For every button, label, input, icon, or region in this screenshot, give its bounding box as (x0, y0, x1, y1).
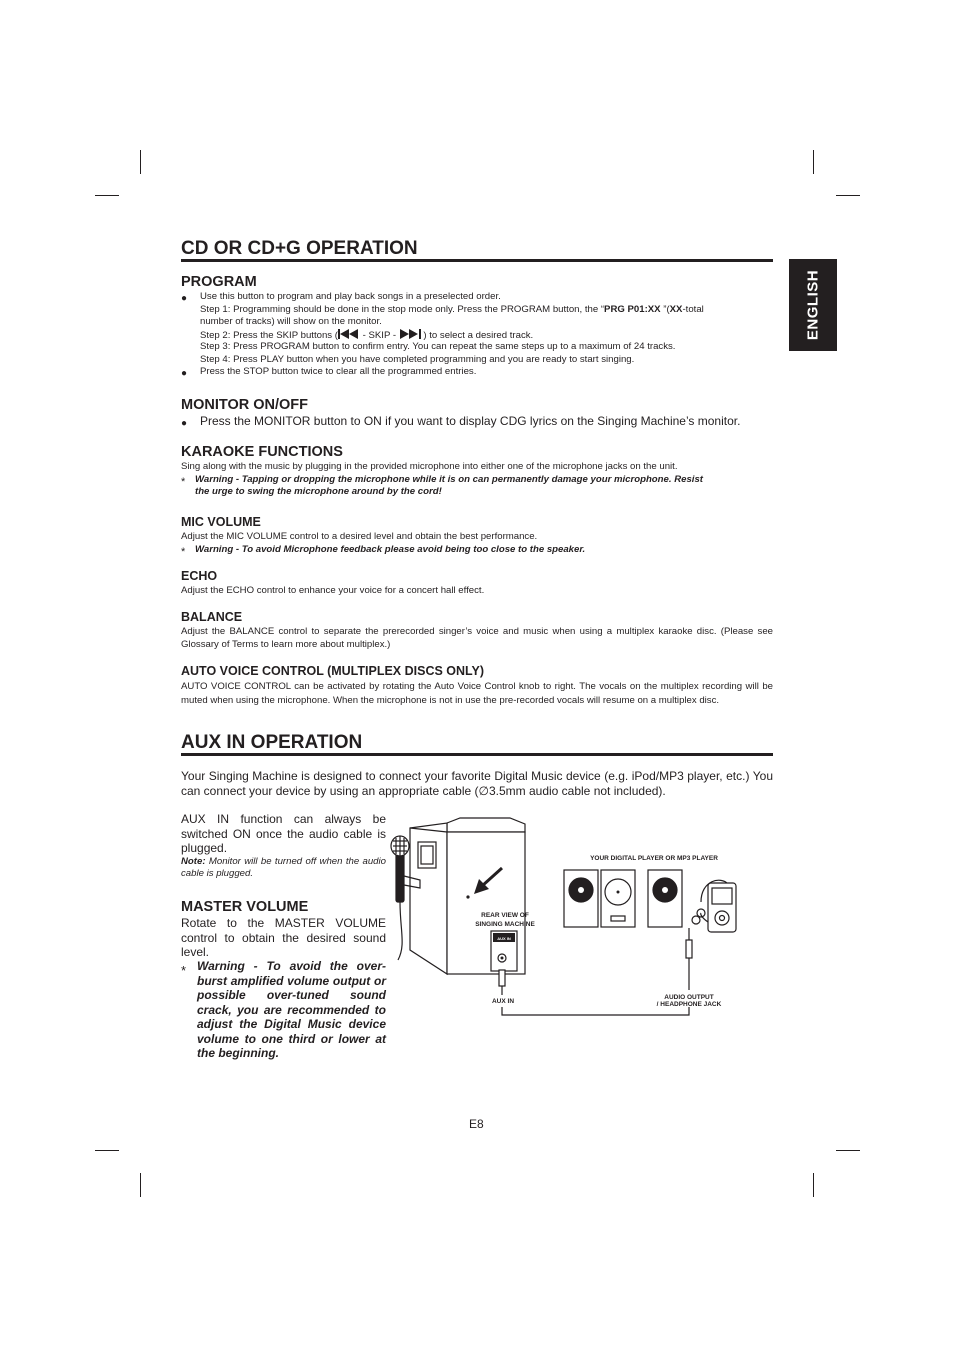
note-text: Monitor will be turned off when the audio cable is plugged. (181, 856, 386, 879)
avc-text: AUTO VOICE CONTROL can be activated by rotating the Auto Voice Control knob to right. The vocals on the multiplex recording will be muted when using the microphone. When the microphone is not in use the pre-recorded vocals will resume on a multiplex disc. (181, 681, 773, 706)
step1-text-c: -total (682, 304, 704, 315)
program-bullet-2: Press the STOP button twice to clear all the programmed entries. (200, 366, 477, 377)
language-tab (789, 259, 837, 351)
crop-mark (836, 195, 860, 196)
aux-note (181, 856, 386, 880)
karaoke-text: Sing along with the music by plugging in the provided microphone into either one of the microphone jacks on the unit. (181, 461, 678, 472)
step1-code: PRG P01:XX (604, 304, 661, 315)
mic-volume-warning: Warning - To avoid Microphone feedback please avoid being too close to the speaker. (195, 544, 586, 555)
headphone-plug (686, 940, 692, 958)
karaoke-heading: KARAOKE FUNCTIONS (181, 444, 343, 460)
step1-xx: XX (669, 304, 683, 315)
program-step-3: Step 3: Press PROGRAM button to confirm entry. You can repeat the same steps up to a maximum of 24 tracks. (200, 341, 676, 352)
mic-volume-text: Adjust the MIC VOLUME control to a desired level and obtain the best performance. (181, 531, 538, 542)
skip-forward-icon (399, 329, 421, 339)
monitor-text: Press the MONITOR button to ON if you want to display CDG lyrics on the Singing Machine’s monitor. (200, 414, 741, 428)
section-rule (181, 259, 773, 262)
balance-heading: BALANCE (181, 610, 243, 624)
step2-text-c: ) to select a desired track. (420, 330, 534, 341)
program-step-1 (200, 304, 704, 316)
aux-in-panel-label: AUX IN (497, 936, 511, 941)
audio-output-label-2: / HEADPHONE JACK (656, 1001, 722, 1008)
page-number: E8 (469, 1117, 484, 1131)
program-bullet-1: Use this button to program and play back songs in a preselected order. (200, 291, 501, 302)
rear-view-label-2: SINGING MACHINE (475, 921, 535, 928)
crop-mark (813, 1173, 814, 1197)
aux-plug (499, 970, 505, 986)
monitor-heading: MONITOR ON/OFF (181, 397, 309, 413)
balance-text: Adjust the BALANCE control to separate the prerecorded singer’s voice and music when using a multiplex karaoke disc. (Please see Glossary of Terms to learn more about multiplex.) (181, 626, 773, 650)
step2-text-a: Step 2: Press the SKIP buttons ( (200, 330, 338, 341)
echo-heading: ECHO (181, 569, 218, 583)
aux-in-text: AUX IN function can always be switched ON once the audio cable is plugged. (181, 812, 386, 855)
bullet: ● (181, 368, 188, 379)
step2-text-b: - SKIP - (359, 330, 399, 341)
aux-connection-diagram (390, 810, 770, 1030)
stereo-system-illustration (564, 870, 682, 927)
skip-back-icon (338, 329, 360, 339)
crop-mark (140, 150, 141, 174)
note-label: Note: (181, 856, 206, 867)
program-heading: PROGRAM (181, 274, 257, 290)
asterisk: * (181, 963, 187, 978)
bullet: ● (181, 293, 188, 304)
section-title-cd: CD OR CD+G OPERATION (181, 238, 418, 259)
program-step-4: Step 4: Press PLAY button when you have completed programming and you are ready to start singing. (200, 354, 635, 365)
mp3-player-icon (692, 880, 736, 932)
audio-output-label-1: AUDIO OUTPUT (664, 994, 714, 1001)
audio-cable (502, 1007, 689, 1015)
aux-intro: Your Singing Machine is designed to connect your favorite Digital Music device (e.g. iPod/MP3 player, etc.) You can connect your device by using an appropriate cable (∅3.5mm audio cable not included). (181, 769, 773, 798)
crop-mark (95, 195, 119, 196)
step1-text-a: Step 1: Programming should be done in the stop mode only. Press the PROGRAM button, the “ (200, 304, 605, 315)
echo-text: Adjust the ECHO control to enhance your voice for a concert hall effect. (181, 585, 485, 596)
section-title-aux: AUX IN OPERATION (181, 732, 363, 753)
asterisk: * (181, 476, 186, 488)
master-volume-warning: Warning - To avoid the over-burst amplified volume output or possible over-tuned sound crack, you are recommended to adjust the Digital Music device volume to one third or lower at the beginning. (197, 959, 386, 1060)
master-volume-heading: MASTER VOLUME (181, 899, 309, 915)
program-step-1-line-2: number of tracks) will show on the monitor. (200, 316, 382, 327)
player-label: YOUR DIGITAL PLAYER OR MP3 PLAYER (590, 855, 718, 862)
crop-mark (813, 150, 814, 174)
language-tab-label: ENGLISH (804, 269, 822, 341)
crop-mark (140, 1173, 141, 1197)
section-rule (181, 753, 773, 756)
step1-text-b: ”( (660, 304, 670, 315)
bullet: ● (181, 418, 188, 429)
crop-mark (95, 1150, 119, 1151)
asterisk: * (181, 546, 186, 558)
karaoke-warning-2: the urge to swing the microphone around by the cord! (195, 486, 442, 497)
aux-in-label: AUX IN (491, 998, 515, 1005)
karaoke-warning-1: Warning - Tapping or dropping the microphone while it is on can permanently damage your microphone. Resist (195, 474, 703, 485)
rear-view-label-1: REAR VIEW OF (481, 912, 529, 919)
master-volume-text: Rotate to the MASTER VOLUME control to obtain the desired sound level. (181, 916, 386, 959)
mic-volume-heading: MIC VOLUME (181, 515, 261, 529)
avc-heading: AUTO VOICE CONTROL (MULTIPLEX DISCS ONLY) (181, 664, 485, 678)
crop-mark (836, 1150, 860, 1151)
